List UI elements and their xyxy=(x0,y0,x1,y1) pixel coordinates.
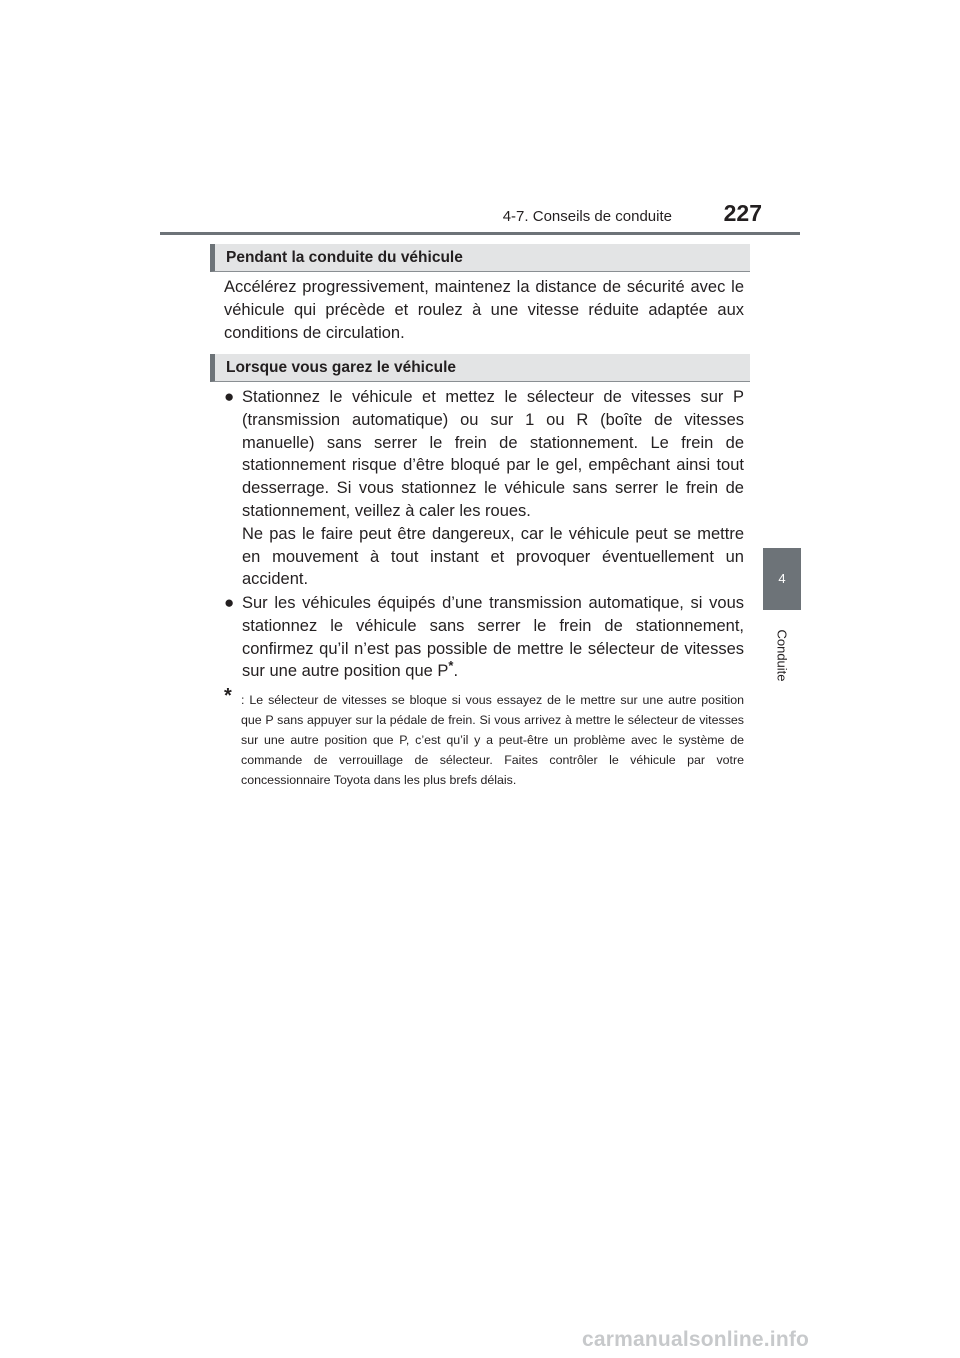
header-divider xyxy=(160,232,800,235)
bullet-icon: ● xyxy=(224,387,235,406)
bullet-paragraph: Sur les véhicules équipés d’une transmission automatique, si vous stationnez le véhicule sans serrer le frein de stationnement, confirmez qu’il n’est pas possible de mettre le sélecteur de vitesses sur une autre position que P xyxy=(242,594,744,681)
bullet-paragraph-with-mark xyxy=(242,592,744,683)
header-section-title: 4-7. Conseils de conduite xyxy=(502,208,672,225)
section-heading-driving: Pendant la conduite du véhicule xyxy=(210,244,750,272)
list-item xyxy=(210,592,744,683)
section-heading-parking: Lorsque vous garez le véhicule xyxy=(210,354,750,382)
footnote-star: * xyxy=(224,685,232,707)
footnote xyxy=(224,685,744,790)
bullet-paragraph: Stationnez le véhicule et mettez le sélecteur de vitesses sur P (transmission automatique) ou sur 1 ou R (boîte de vitesses manuelle) sans serrer le frein de stationnement. Le frein de stationnement risque d’être bloqué par le gel, empêchant ainsi tout desserrage. Si vous stationnez le véhicule sans serrer le frein de stationnement, veillez à caler les roues. xyxy=(242,388,744,520)
bullet-icon: ● xyxy=(224,593,235,612)
page-number: 227 xyxy=(723,200,762,226)
bullet-text xyxy=(242,592,744,683)
footnote-marker: * xyxy=(448,658,454,674)
chapter-label xyxy=(759,620,805,690)
watermark: carmanualsonline.info xyxy=(582,1328,810,1351)
chapter-label-text: Conduite xyxy=(774,628,790,682)
bullet-paragraph-warning: Ne pas le faire peut être dangereux, car le véhicule peut se mettre en mouvement à tout instant et provoquer éventuellement un accident. xyxy=(242,524,744,589)
driving-paragraph: Accélérez progressivement, maintenez la distance de sécurité avec le véhicule qui précède et roulez à une vitesse réduite adaptée aux conditions de circulation. xyxy=(224,278,744,342)
sentence-end: . xyxy=(453,662,459,681)
chapter-tab: 4 xyxy=(763,548,801,610)
footnote-text: : Le sélecteur de vitesses se bloque si vous essayez de le mettre sur une autre position que P sans appuyer sur la pédale de frein. Si vous arrivez à mettre le sélecteur de vitesses sur une autre position que P, c’est qu’il y a peut-être un problème avec le système de commande de verrouillage de sélecteur. Faites contrôler le véhicule par votre concessionnaire Toyota dans les plus brefs délais. xyxy=(241,693,744,787)
bullet-text xyxy=(242,386,744,591)
list-item xyxy=(210,386,744,591)
